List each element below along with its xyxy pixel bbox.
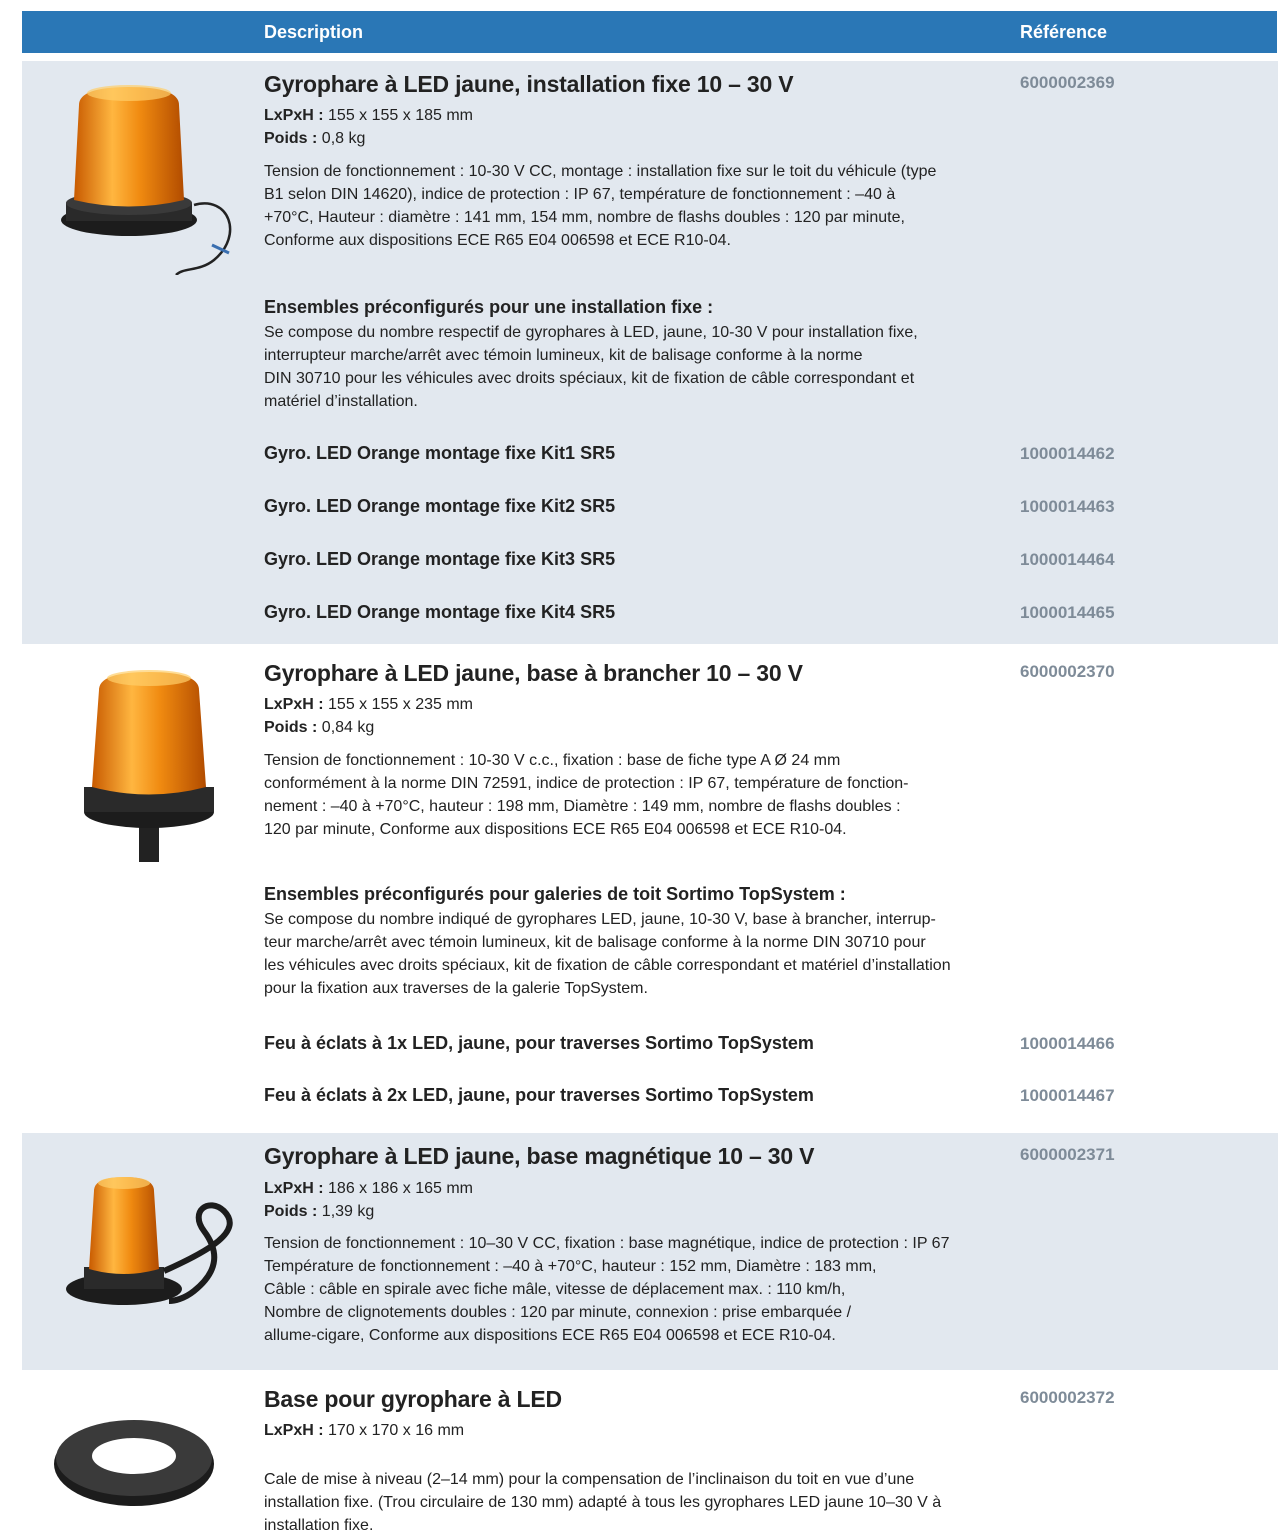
plug-in-beacon-image bbox=[44, 662, 254, 872]
dims-label: LxPxH : bbox=[264, 696, 324, 713]
kit-label: Gyro. LED Orange montage fixe Kit2 SR5 bbox=[264, 496, 616, 516]
description-line: conformément à la norme DIN 72591, indice de protection : IP 67, température de fonction- bbox=[264, 775, 909, 792]
dims-value: 170 x 170 x 16 mm bbox=[328, 1422, 465, 1439]
kit-reference: 1000014464 bbox=[1020, 550, 1115, 569]
description-line: installation fixe. (Trou circulaire de 130 mm) adapté à tous les gyrophares LED jaune 10–30 V à bbox=[264, 1494, 942, 1511]
product-row bbox=[22, 61, 1278, 644]
description-line: teur marche/arrêt avec témoin lumineux, kit de balisage conforme à la norme DIN 30710 pour bbox=[264, 934, 926, 951]
kit-reference: 1000014467 bbox=[1020, 1086, 1115, 1105]
product-reference: 6000002371 bbox=[1020, 1145, 1115, 1164]
description-line: nement : –40 à +70°C, hauteur : 198 mm, Diamètre : 149 mm, nombre de flashs doubles : bbox=[264, 798, 901, 815]
kit-label: Gyro. LED Orange montage fixe Kit1 SR5 bbox=[264, 443, 616, 463]
kit-label: Feu à éclats à 2x LED, jaune, pour traverses Sortimo TopSystem bbox=[264, 1085, 814, 1105]
kits-title: Ensembles préconfigurés pour une installation fixe : bbox=[264, 297, 714, 317]
product-title: Gyrophare à LED jaune, installation fixe 10 – 30 V bbox=[264, 71, 794, 97]
description-line: pour la fixation aux traverses de la galerie TopSystem. bbox=[264, 980, 648, 997]
dims-label: LxPxH : bbox=[264, 1422, 324, 1439]
dims-value: 155 x 155 x 235 mm bbox=[328, 696, 473, 713]
description-line: 120 par minute, Conforme aux dispositions ECE R65 E04 006598 et ECE R10-04. bbox=[264, 821, 847, 838]
product-row bbox=[22, 1378, 1278, 1535]
description-line: allume-cigare, Conforme aux dispositions ECE R65 E04 006598 et ECE R10-04. bbox=[264, 1327, 836, 1344]
fixed-beacon-image bbox=[44, 75, 254, 275]
description-line: Câble : câble en spirale avec fiche mâle, vitesse de déplacement max. : 110 km/h, bbox=[264, 1281, 846, 1298]
description-line: Tension de fonctionnement : 10–30 V CC, fixation : base magnétique, indice de protection : IP 67 bbox=[264, 1235, 950, 1252]
product-description bbox=[264, 160, 1024, 252]
dimensions bbox=[264, 694, 473, 716]
weight-label: Poids : bbox=[264, 130, 318, 147]
kit-reference: 1000014465 bbox=[1020, 603, 1115, 622]
weight bbox=[264, 717, 374, 739]
kit-label: Feu à éclats à 1x LED, jaune, pour traverses Sortimo TopSystem bbox=[264, 1033, 814, 1053]
product-title: Gyrophare à LED jaune, base magnétique 10 – 30 V bbox=[264, 1143, 815, 1169]
description-line: Nombre de clignotements doubles : 120 par minute, connexion : prise embarquée / bbox=[264, 1304, 852, 1321]
dimensions bbox=[264, 1420, 464, 1442]
description-line: installation fixe. bbox=[264, 1517, 374, 1534]
kit-reference: 1000014462 bbox=[1020, 444, 1115, 463]
weight-value: 1,39 kg bbox=[321, 1203, 375, 1220]
dims-label: LxPxH : bbox=[264, 107, 324, 124]
dimensions bbox=[264, 1178, 473, 1200]
description-line: Conforme aux dispositions ECE R65 E04 006598 et ECE R10-04. bbox=[264, 232, 731, 249]
magnetic-beacon-image bbox=[44, 1171, 254, 1331]
description-line: DIN 30710 pour les véhicules avec droits spéciaux, kit de fixation de câble correspondant et bbox=[264, 370, 915, 387]
weight-label: Poids : bbox=[264, 1203, 318, 1220]
kit-reference: 1000014466 bbox=[1020, 1034, 1115, 1053]
product-reference: 6000002369 bbox=[1020, 73, 1115, 92]
description-line: Se compose du nombre respectif de gyrophares à LED, jaune, 10-30 V pour installation fixe, bbox=[264, 324, 918, 341]
dimensions bbox=[264, 105, 473, 127]
product-reference: 6000002372 bbox=[1020, 1388, 1115, 1407]
description-line: Tension de fonctionnement : 10-30 V CC, montage : installation fixe sur le toit du véhicule (type bbox=[264, 163, 937, 180]
description-line: Cale de mise à niveau (2–14 mm) pour la compensation de l’inclinaison du toit en vue d’une bbox=[264, 1471, 915, 1488]
weight-value: 0,84 kg bbox=[321, 719, 375, 736]
description-line: Se compose du nombre indiqué de gyrophares LED, jaune, 10-30 V, base à brancher, interrup- bbox=[264, 911, 936, 928]
description-line: B1 selon DIN 14620), indice de protection : IP 67, température de fonctionnement : –40 à bbox=[264, 186, 896, 203]
product-description bbox=[264, 1232, 1024, 1347]
weight-value: 0,8 kg bbox=[321, 130, 366, 147]
dims-value: 155 x 155 x 185 mm bbox=[328, 107, 473, 124]
product-title: Base pour gyrophare à LED bbox=[264, 1386, 562, 1412]
product-title: Gyrophare à LED jaune, base à brancher 10 – 30 V bbox=[264, 660, 803, 686]
kit-label: Gyro. LED Orange montage fixe Kit3 SR5 bbox=[264, 549, 616, 569]
kits-description bbox=[264, 908, 1024, 1000]
weight bbox=[264, 1201, 374, 1223]
kits-description bbox=[264, 321, 1024, 413]
description-line: +70°C, Hauteur : diamètre : 141 mm, 154 mm, nombre de flashs doubles : 120 par minute, bbox=[264, 209, 905, 226]
weight-label: Poids : bbox=[264, 719, 318, 736]
kits-title: Ensembles préconfigurés pour galeries de toit Sortimo TopSystem : bbox=[264, 884, 846, 904]
dims-label: LxPxH : bbox=[264, 1180, 324, 1197]
description-line: matériel d’installation. bbox=[264, 393, 418, 410]
dims-value: 186 x 186 x 165 mm bbox=[328, 1180, 473, 1197]
kit-reference: 1000014463 bbox=[1020, 497, 1115, 516]
beacon-base-image bbox=[44, 1406, 254, 1516]
kit-label: Gyro. LED Orange montage fixe Kit4 SR5 bbox=[264, 602, 616, 622]
table-header bbox=[22, 11, 1278, 53]
description-line: Tension de fonctionnement : 10-30 V c.c., fixation : base de fiche type A Ø 24 mm bbox=[264, 752, 841, 769]
product-reference: 6000002370 bbox=[1020, 662, 1115, 681]
product-row bbox=[22, 652, 1278, 1125]
product-description bbox=[264, 1468, 1024, 1535]
description-line: les véhicules avec droits spéciaux, kit de fixation de câble correspondant et matériel d’installation bbox=[264, 957, 951, 974]
header-description: Description bbox=[264, 22, 364, 42]
header-reference: Référence bbox=[1020, 22, 1108, 42]
description-line: Température de fonctionnement : –40 à +70°C, hauteur : 152 mm, Diamètre : 183 mm, bbox=[264, 1258, 877, 1275]
description-line: interrupteur marche/arrêt avec témoin lumineux, kit de balisage conforme à la norme bbox=[264, 347, 863, 364]
weight bbox=[264, 128, 365, 150]
product-row bbox=[22, 1133, 1278, 1370]
product-description bbox=[264, 749, 1024, 841]
